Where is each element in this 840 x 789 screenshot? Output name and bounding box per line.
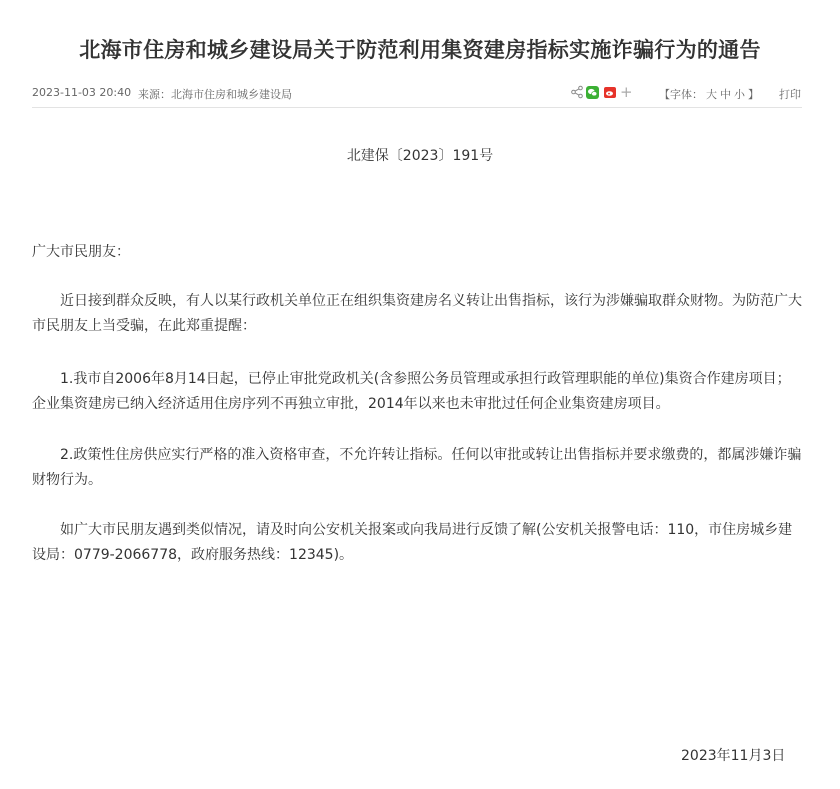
article-paragraph-2: 1.我市自2006年8月14日起，已停止审批党政机关(含参照公务员管理或承担行政管理职能的单位)集资合作建房项目；企业集资建房已纳入经济适用住房序列不再独立审批，2014年以来也未审批过任何企业集资建房项目。 xyxy=(32,371,791,412)
print-link[interactable]: 打印 xyxy=(779,88,801,101)
article-paragraph-1: 近日接到群众反映，有人以某行政机关单位正在组织集资建房名义转让出售指标，该行为涉嫌骗取群众财物。为防范广大市民朋友上当受骗，在此郑重提醒： xyxy=(32,293,802,334)
article-title: 北海市住房和城乡建设局关于防范利用集资建房指标实施诈骗行为的通告 xyxy=(79,38,761,62)
share-icon[interactable] xyxy=(570,85,584,99)
article-greeting: 广大市民朋友： xyxy=(32,244,130,260)
wechat-icon-graphic xyxy=(586,86,599,99)
article-paragraph-4: 如广大市民朋友遇到类似情况，请及时向公安机关报案或向我局进行反馈了解(公安机关报警电话：110，市住房城乡建设局：0779-2066778，政府服务热线：12345)。 xyxy=(32,522,793,563)
weibo-share-icon[interactable] xyxy=(604,87,616,98)
article-meta-bar xyxy=(32,83,802,106)
font-size-large-button[interactable]: 大 xyxy=(706,88,717,101)
header-divider xyxy=(32,107,802,108)
weibo-icon-graphic xyxy=(604,87,616,98)
font-size-small-button[interactable]: 小 xyxy=(734,88,745,101)
article-paragraph-3: 2.政策性住房供应实行严格的准入资格审查，不允许转让指标。任何以审批或转让出售指标并要求缴费的，都属涉嫌诈骗财物行为。 xyxy=(32,447,802,488)
wechat-share-icon[interactable] xyxy=(586,86,599,99)
document-number: 北建保〔2023〕191号 xyxy=(346,148,494,164)
font-size-switcher xyxy=(659,86,762,102)
publish-date: 2023-11-03 20:40 xyxy=(32,86,132,99)
font-size-medium-button[interactable]: 中 xyxy=(720,88,731,101)
share-icon-graphic xyxy=(570,85,584,99)
more-share-plus-icon[interactable]: + xyxy=(620,83,633,101)
font-size-label-close: 】 xyxy=(748,88,759,101)
article-source: 来源：北海市住房和城乡建设局 xyxy=(138,88,292,101)
signature-date: 2023年11月3日 xyxy=(681,748,786,764)
font-size-label: 【字体： xyxy=(659,88,703,101)
